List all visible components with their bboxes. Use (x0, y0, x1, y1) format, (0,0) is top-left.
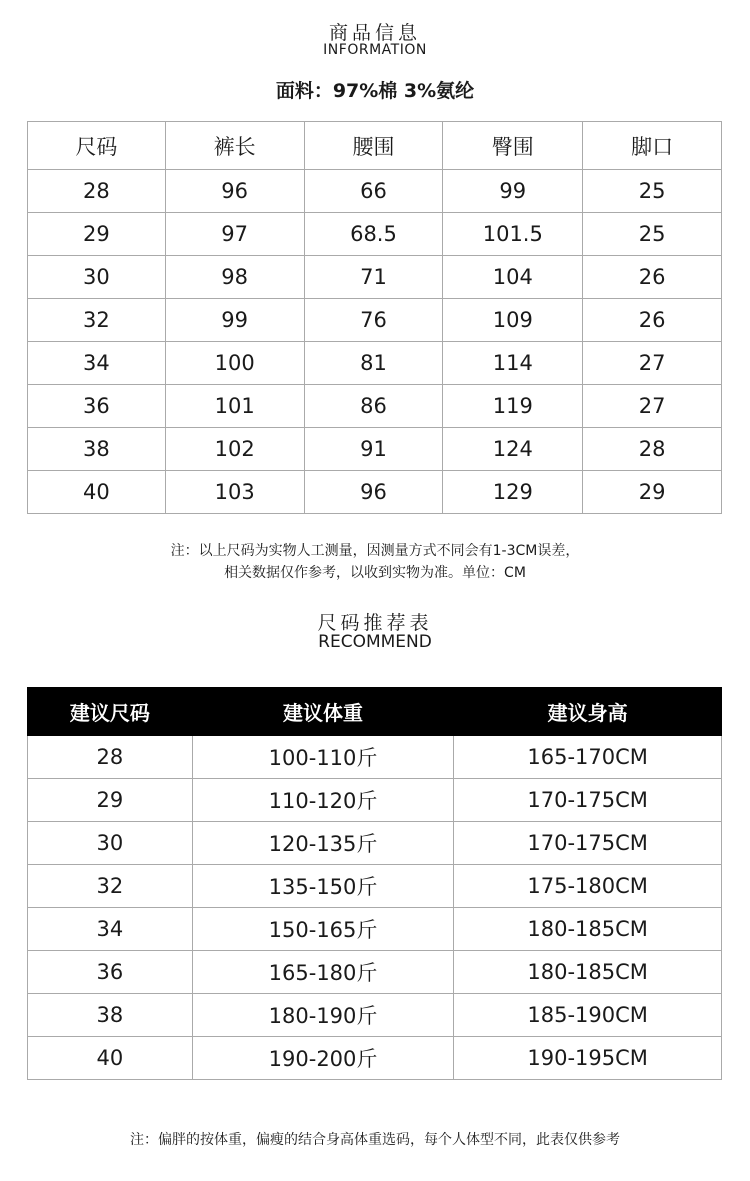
size-table-cell: 27 (583, 342, 722, 385)
size-table-cell: 96 (165, 170, 304, 213)
size-table-cell: 103 (165, 471, 304, 514)
recommend-table-cell: 175-180CM (454, 865, 722, 908)
size-table-row (28, 428, 722, 471)
size-table-cell: 34 (28, 342, 166, 385)
recommend-table-cell: 180-190斤 (192, 994, 454, 1037)
recommend-table-cell: 30 (28, 822, 193, 865)
size-table-cell: 29 (28, 213, 166, 256)
size-table-header-row (28, 122, 722, 170)
size-table-row (28, 471, 722, 514)
size-table-cell: 25 (583, 170, 722, 213)
recommend-table-row (28, 865, 722, 908)
recommend-table (27, 687, 722, 1080)
recommend-table-cell: 38 (28, 994, 193, 1037)
size-table-row (28, 170, 722, 213)
recommend-table-cell: 180-185CM (454, 908, 722, 951)
size-table-row (28, 213, 722, 256)
size-table-row (28, 385, 722, 428)
size-table-cell: 36 (28, 385, 166, 428)
size-note-line2: 相关数据仅作参考，以收到实物为准。单位：CM (224, 565, 526, 581)
size-table-cell: 109 (443, 299, 583, 342)
recommend-table-cell: 150-165斤 (192, 908, 454, 951)
size-table (27, 121, 722, 514)
recommend-note: 注：偏胖的按体重，偏瘦的结合身高体重选码，每个人体型不同，此表仅供参考 (130, 1132, 620, 1148)
recommend-table-row (28, 951, 722, 994)
recommend-table-cell: 36 (28, 951, 193, 994)
size-table-cell: 96 (304, 471, 443, 514)
size-table-cell: 98 (165, 256, 304, 299)
size-table-header-cell: 脚口 (583, 122, 722, 170)
size-table-cell: 114 (443, 342, 583, 385)
size-table-cell: 71 (304, 256, 443, 299)
fabric-composition: 面料：97%棉 3%氨纶 (275, 80, 475, 102)
recommend-table-header-cell: 建议尺码 (28, 688, 193, 736)
recommend-table-cell: 110-120斤 (192, 779, 454, 822)
recommend-table-header-cell: 建议体重 (192, 688, 454, 736)
size-table-header-cell: 裤长 (165, 122, 304, 170)
recommend-table-cell: 165-170CM (454, 736, 722, 779)
recommend-table-row (28, 908, 722, 951)
size-table-row (28, 342, 722, 385)
size-table-cell: 28 (28, 170, 166, 213)
size-table-cell: 66 (304, 170, 443, 213)
recommend-table-header-row (28, 688, 722, 736)
size-table-cell: 99 (443, 170, 583, 213)
size-table-header-cell: 尺码 (28, 122, 166, 170)
recommend-table-cell: 32 (28, 865, 193, 908)
size-table-row (28, 299, 722, 342)
size-table-cell: 25 (583, 213, 722, 256)
recommend-table-row (28, 779, 722, 822)
size-table-cell: 28 (583, 428, 722, 471)
size-table-cell: 101.5 (443, 213, 583, 256)
recommend-table-header-cell: 建议身高 (454, 688, 722, 736)
recommend-title: 尺码推荐表 (317, 612, 433, 634)
recommend-table-cell: 190-200斤 (192, 1037, 454, 1080)
size-table-cell: 26 (583, 256, 722, 299)
size-table-cell: 104 (443, 256, 583, 299)
recommend-subtitle: RECOMMEND (318, 632, 432, 652)
size-table-cell: 100 (165, 342, 304, 385)
size-table-cell: 102 (165, 428, 304, 471)
size-table-cell: 129 (443, 471, 583, 514)
size-table-cell: 27 (583, 385, 722, 428)
size-table-cell: 38 (28, 428, 166, 471)
recommend-table-cell: 185-190CM (454, 994, 722, 1037)
size-table-cell: 99 (165, 299, 304, 342)
size-table-cell: 91 (304, 428, 443, 471)
recommend-table-cell: 180-185CM (454, 951, 722, 994)
recommend-table-cell: 34 (28, 908, 193, 951)
info-subtitle: INFORMATION (323, 42, 427, 58)
size-table-cell: 29 (583, 471, 722, 514)
recommend-table-cell: 165-180斤 (192, 951, 454, 994)
recommend-table-cell: 170-175CM (454, 822, 722, 865)
size-table-cell: 97 (165, 213, 304, 256)
size-table-header-cell: 臀围 (443, 122, 583, 170)
recommend-table-cell: 40 (28, 1037, 193, 1080)
info-title: 商品信息 (328, 22, 421, 44)
size-table-cell: 40 (28, 471, 166, 514)
size-table-cell: 124 (443, 428, 583, 471)
size-table-cell: 81 (304, 342, 443, 385)
recommend-table-cell: 100-110斤 (192, 736, 454, 779)
size-table-cell: 68.5 (304, 213, 443, 256)
recommend-table-cell: 29 (28, 779, 193, 822)
size-table-cell: 76 (304, 299, 443, 342)
recommend-table-row (28, 822, 722, 865)
recommend-table-row (28, 736, 722, 779)
size-table-header-cell: 腰围 (304, 122, 443, 170)
size-table-cell: 26 (583, 299, 722, 342)
size-table-cell: 119 (443, 385, 583, 428)
size-table-cell: 86 (304, 385, 443, 428)
recommend-table-row (28, 994, 722, 1037)
recommend-table-cell: 135-150斤 (192, 865, 454, 908)
recommend-table-cell: 120-135斤 (192, 822, 454, 865)
recommend-table-cell: 170-175CM (454, 779, 722, 822)
size-table-cell: 32 (28, 299, 166, 342)
size-table-row (28, 256, 722, 299)
size-table-cell: 30 (28, 256, 166, 299)
size-table-cell: 101 (165, 385, 304, 428)
recommend-table-cell: 190-195CM (454, 1037, 722, 1080)
size-note-line1: 注：以上尺码为实物人工测量，因测量方式不同会有1-3CM误差， (170, 543, 580, 559)
recommend-table-row (28, 1037, 722, 1080)
recommend-table-cell: 28 (28, 736, 193, 779)
